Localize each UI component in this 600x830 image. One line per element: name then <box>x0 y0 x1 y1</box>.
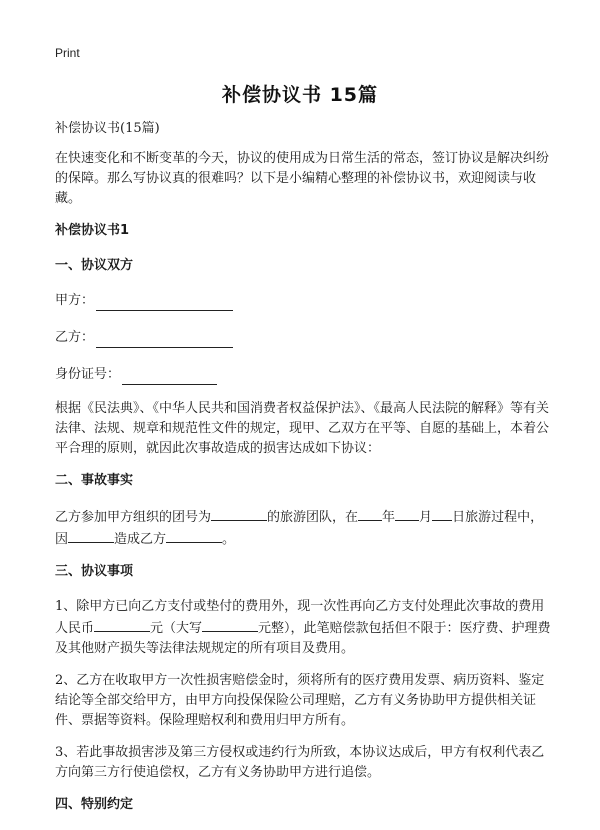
agreement-item-2: 2、乙方在收取甲方一次性损害赔偿金时，须将所有的医疗费用发票、病历资料、鉴定结论等全部交给甲方，由甲方向投保保险公司理赔，乙方有义务协助甲方提供相关证件、票据等资料。保险理赔权利和费用归甲方所有。 <box>55 673 545 728</box>
document-body <box>55 119 555 830</box>
section-heading-special-terms: 四、特别约定 <box>55 797 134 812</box>
id-number-label: 身份证号： <box>55 367 121 382</box>
accident-text-4: 月 <box>419 510 433 525</box>
party-b-label: 乙方： <box>55 330 95 345</box>
accident-text-6: 造成乙方 <box>114 532 167 547</box>
party-a-field <box>55 291 555 311</box>
item-1-text-3: 元整），此笔赔偿款包括但不限于：医疗费、护理费及其他财产损失等法律法规规定的所有项目及费用。 <box>55 621 551 656</box>
agreement-item-1 <box>55 597 555 659</box>
amount-in-words-blank <box>202 617 258 632</box>
year-blank <box>358 506 382 521</box>
id-number-field <box>55 365 555 385</box>
accident-facts-paragraph <box>55 506 555 550</box>
cause-blank <box>68 528 114 543</box>
document-title: 补偿协议书 15篇 <box>221 84 379 106</box>
accident-text-5: 日旅游过程中，因 <box>55 510 544 547</box>
document-subtitle: 补偿协议书(15篇) <box>55 121 160 136</box>
accident-text-1: 乙方参加甲方组织的团号为 <box>55 510 212 525</box>
agreement-heading: 补偿协议书1 <box>55 223 130 238</box>
section-heading-agreement-items: 三、协议事项 <box>55 564 134 579</box>
item-1-text-1: 1、除甲方已向乙方支付或垫付的费用外，现一次性再向乙方支付处理此次事故的费用人民币 <box>55 599 545 636</box>
party-a-label: 甲方： <box>55 293 95 308</box>
item-1-text-2: 元（大写 <box>150 621 203 636</box>
section-heading-accident-facts: 二、事故事实 <box>55 473 134 488</box>
amount-blank <box>94 617 150 632</box>
agreement-item-3: 3、若此事故损害涉及第三方侵权或违约行为所致，本协议达成后，甲方有权利代表乙方向第三方行使追偿权，乙方有义务协助甲方进行追偿。 <box>55 745 545 780</box>
party-b-blank <box>96 332 233 348</box>
accident-text-7: 。 <box>222 532 236 547</box>
intro-paragraph: 在快速变化和不断变革的今天，协议的使用成为日常生活的常态，签订协议是解决纠纷的保障。那么写协议真的很难吗？以下是小编精心整理的补偿协议书，欢迎阅读与收藏。 <box>55 151 550 206</box>
print-label[interactable]: Print <box>55 46 80 60</box>
day-blank <box>432 506 452 521</box>
accident-text-2: 的旅游团队，在 <box>267 510 359 525</box>
tour-group-number-blank <box>211 506 267 521</box>
party-a-blank <box>96 295 233 311</box>
section-heading-parties: 一、协议双方 <box>55 258 134 273</box>
legal-basis-paragraph: 根据《民法典》、《中华人民共和国消费者权益保护法》、《最高人民法院的解释》等有关法律、法规、规章和规范性文件的规定，现甲、乙双方在平等、自愿的基础上，本着公平合理的原则，就因此次事故造成的损害达成如下协议： <box>55 401 550 456</box>
month-blank <box>395 506 419 521</box>
accident-text-3: 年 <box>382 510 396 525</box>
injury-blank <box>166 528 222 543</box>
id-number-blank <box>122 369 217 385</box>
party-b-field <box>55 328 555 348</box>
